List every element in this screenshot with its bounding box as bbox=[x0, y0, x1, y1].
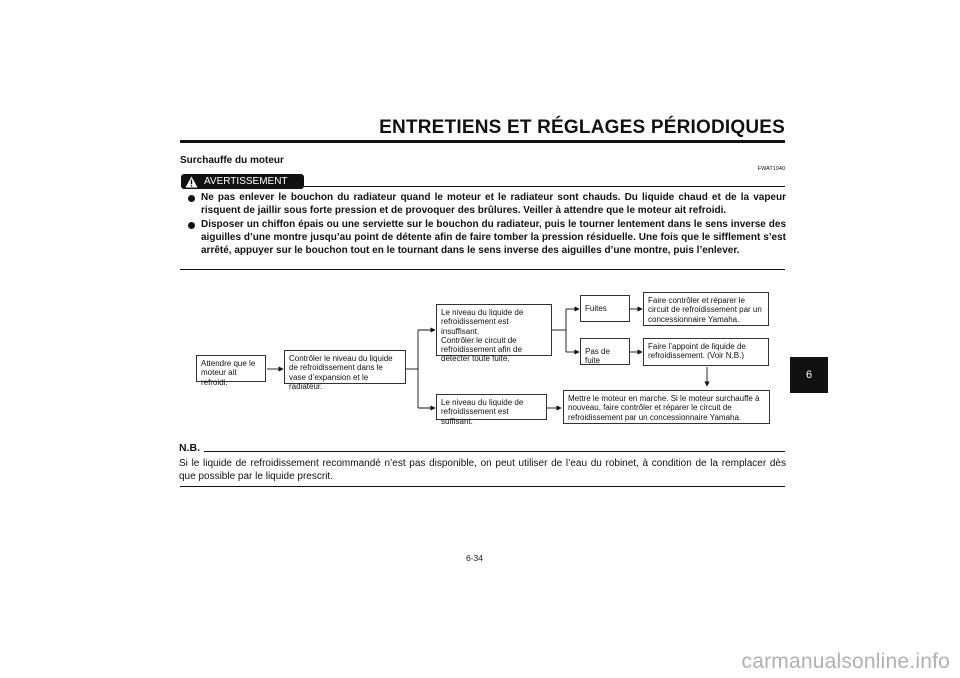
note-text: Si le liquide de refroidissement recommandé n’est pas disponible, on peut utiliser de l’eau du robinet, à condition de la remplacer dès que possible par le liquide prescrit. bbox=[179, 458, 786, 482]
flow-box-no-leak: Pas de fuite bbox=[580, 338, 630, 365]
warning-label: AVERTISSEMENT bbox=[204, 176, 288, 187]
flow-box-leaks: Fuites bbox=[580, 295, 630, 322]
flow-box-top-up: Faire l’appoint de liquide de refroidissement. (Voir N.B.) bbox=[643, 338, 769, 366]
page-number: 6-34 bbox=[466, 553, 484, 563]
note-rule bbox=[204, 451, 785, 452]
warning-item-text: Ne pas enlever le bouchon du radiateur quand le moteur et le radiateur sont chauds. Du liquide chaud et de la vapeur risquent de jaillir sous forte pression et de provoquer des brûlures. Veiller à attendre que le moteur ait refroidi. bbox=[201, 192, 786, 216]
chapter-tab: 6 bbox=[790, 357, 828, 393]
section-title: Surchauffe du moteur bbox=[180, 155, 284, 166]
page-title: ENTRETIENS ET RÉGLAGES PÉRIODIQUES bbox=[379, 117, 785, 138]
flow-box-check-level: Contrôler le niveau du liquide de refroidissement dans le vase d’expansion et le radiateur. bbox=[284, 350, 406, 384]
flow-box-start-engine: Mettre le moteur en marche. Si le moteur surchauffe à nouveau, faire contrôler et réparer le circuit de refroidissement par un concessionnaire Yamaha. bbox=[563, 390, 770, 424]
note-label: N.B. bbox=[179, 442, 200, 454]
note-end-rule bbox=[180, 486, 785, 487]
flow-box-repair: Faire contrôler et réparer le circuit de refroidissement par un concessionnaire Yamaha. bbox=[643, 292, 769, 326]
warning-item-text: Disposer un chiffon épais ou une serviette sur le bouchon du radiateur, puis le tourner lentement dans le sens inverse des aiguilles d’une montre jusqu’au point de détente afin de faire tomber la pression résiduelle. Une fois que le sifflement s’est arrêté, appuyer sur le bouchon tout en le tournant dans le sens inverse des aiguilles d’une montre, puis l’enlever. bbox=[201, 218, 786, 256]
flow-box-wait: Attendre que le moteur ait refroidi. bbox=[196, 355, 266, 382]
section-code: FWAT1040 bbox=[757, 166, 785, 172]
flow-box-level-insufficient: Le niveau du liquide de refroidissement est insuffisant. Contrôler le circuit de refroidissement afin de détecter toute fuite. bbox=[436, 304, 552, 356]
watermark: carmanualsonline.info bbox=[741, 650, 950, 673]
flow-box-level-sufficient: Le niveau du liquide de refroidissement est suffisant. bbox=[436, 394, 547, 420]
